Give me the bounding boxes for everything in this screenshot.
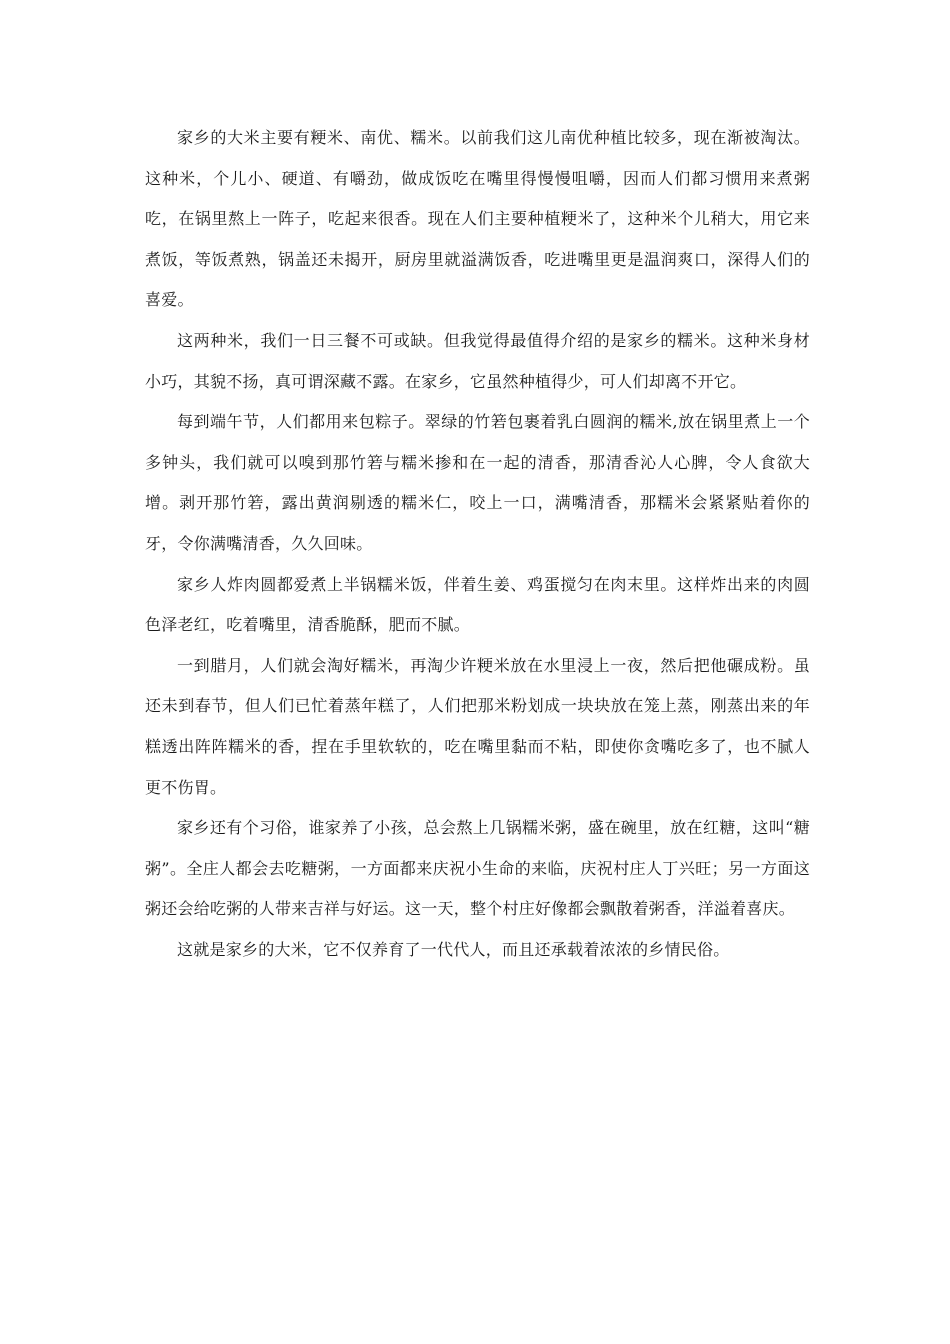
paragraph-6: 家乡还有个习俗，谁家养了小孩，总会熬上几锅糯米粥，盛在碗里，放在红糖，这叫“糖粥”。全庄人都会去吃糖粥，一方面都来庆祝小生命的来临，庆祝村庄人丁兴旺；另一方面这粥还会给吃粥的人带来吉祥与好运。这一天，整个村庄好像都会飘散着粥香，洋溢着喜庆。	[145, 818, 810, 919]
paragraph-4: 家乡人炸肉圆都爱煮上半锅糯米饭，伴着生姜、鸡蛋搅匀在肉末里。这样炸出来的肉圆色泽老红，吃着嘴里，清香脆酥，肥而不腻。	[145, 574, 810, 635]
paragraph-1: 家乡的大米主要有粳米、南优、糯米。以前我们这儿南优种植比较多，现在渐被淘汰。这种米，个儿小、硬道、有嚼劲，做成饭吃在嘴里得慢慢咀嚼，因而人们都习惯用来煮粥吃，在锅里熬上一阵子，吃起来很香。现在人们主要种植粳米了，这种米个儿稍大，用它来煮饭，等饭煮熟，锅盖还未揭开，厨房里就溢满饭香，吃进嘴里更是温润爽口，深得人们的喜爱。	[145, 128, 810, 310]
paragraph-5: 一到腊月，人们就会淘好糯米，再淘少许粳米放在水里浸上一夜，然后把他碾成粉。虽还未到春节，但人们已忙着蒸年糕了，人们把那米粉划成一块块放在笼上蒸，刚蒸出来的年糕透出阵阵糯米的香，捏在手里软软的，吃在嘴里黏而不粘，即使你贪嘴吃多了，也不腻人更不伤胃。	[145, 655, 810, 797]
paragraph-3: 每到端午节，人们都用来包粽子。翠绿的竹箬包裹着乳白圆润的糯米,放在锅里煮上一个多钟头，我们就可以嗅到那竹箬与糯米掺和在一起的清香，那清香沁人心脾，令人食欲大增。剥开那竹箬，露出黄润剔透的糯米仁，咬上一口，满嘴清香，那糯米会紧紧贴着你的牙，令你满嘴清香，久久回味。	[145, 412, 810, 553]
paragraph-7: 这就是家乡的大米，它不仅养育了一代代人，而且还承载着浓浓的乡情民俗。	[177, 939, 730, 959]
paragraph-2: 这两种米，我们一日三餐不可或缺。但我觉得最值得介绍的是家乡的糯米。这种米身材小巧，其貌不扬，真可谓深藏不露。在家乡，它虽然种植得少，可人们却离不开它。	[145, 330, 810, 391]
document-body	[145, 118, 810, 970]
